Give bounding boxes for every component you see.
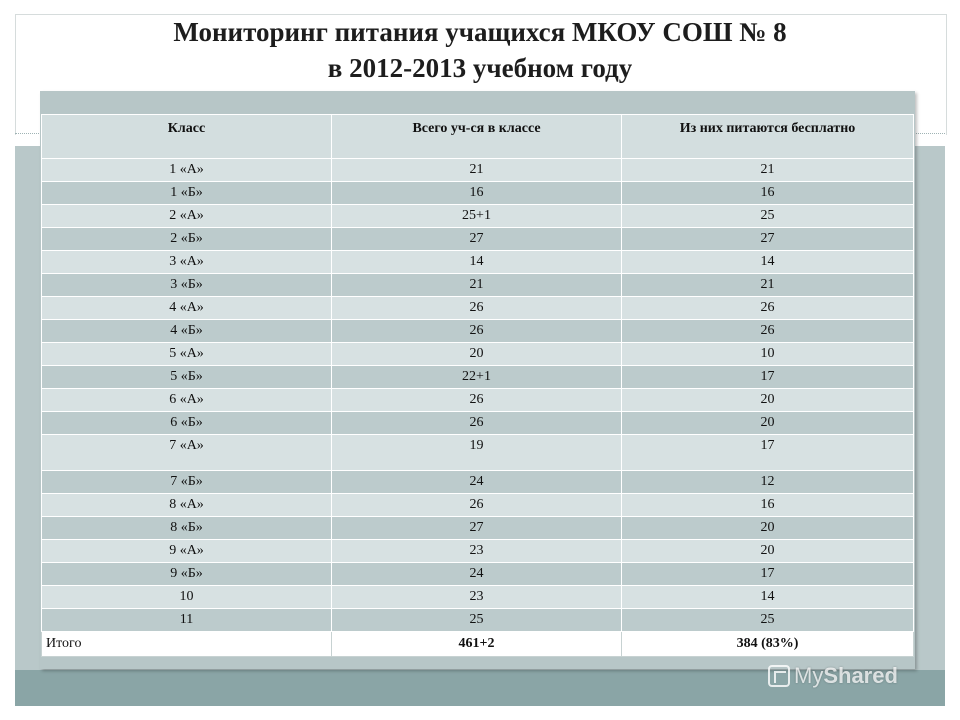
cell-class: 6 «Б» xyxy=(42,412,332,435)
cell-free-meals: 20 xyxy=(622,540,914,563)
cell-total-students: 25 xyxy=(332,609,622,632)
cell-class: 11 xyxy=(42,609,332,632)
table-row xyxy=(42,366,914,389)
myshared-watermark xyxy=(768,662,898,690)
cell-total-students: 23 xyxy=(332,586,622,609)
cell-class: 9 «А» xyxy=(42,540,332,563)
cell-total-students: 24 xyxy=(332,563,622,586)
table-row xyxy=(42,182,914,205)
cell-total-students: 26 xyxy=(332,412,622,435)
header-total-students: Всего уч-ся в классе xyxy=(332,115,622,159)
table-top-band xyxy=(40,91,915,114)
cell-total-students: 24 xyxy=(332,471,622,494)
cell-total-students: 22+1 xyxy=(332,366,622,389)
cell-free-meals: 16 xyxy=(622,182,914,205)
cell-class: 3 «А» xyxy=(42,251,332,274)
cell-class: 5 «А» xyxy=(42,343,332,366)
header-free-meals: Из них питаются бесплатно xyxy=(622,115,914,159)
cell-free-meals: 21 xyxy=(622,274,914,297)
cell-class: 1 «А» xyxy=(42,159,332,182)
cell-class: 9 «Б» xyxy=(42,563,332,586)
cell-class: 2 «А» xyxy=(42,205,332,228)
table-row xyxy=(42,609,914,632)
cell-class: 1 «Б» xyxy=(42,182,332,205)
table-row xyxy=(42,205,914,228)
cell-total-students: 20 xyxy=(332,343,622,366)
cell-total-students: 27 xyxy=(332,228,622,251)
table-row xyxy=(42,540,914,563)
cell-total-students: 26 xyxy=(332,494,622,517)
cell-free-meals: 12 xyxy=(622,471,914,494)
table-row xyxy=(42,343,914,366)
cell-free-meals: 17 xyxy=(622,563,914,586)
cell-class: 8 «А» xyxy=(42,494,332,517)
cell-class: 3 «Б» xyxy=(42,274,332,297)
table-body xyxy=(42,159,914,657)
cell-free-meals: 16 xyxy=(622,494,914,517)
page-title xyxy=(0,14,960,86)
cell-class: 7 «Б» xyxy=(42,471,332,494)
title-line-1: Мониторинг питания учащихся МКОУ СОШ № 8 xyxy=(173,17,787,47)
table-row xyxy=(42,586,914,609)
table-row xyxy=(42,412,914,435)
cell-free-meals: 10 xyxy=(622,343,914,366)
table-row xyxy=(42,320,914,343)
cell-free-meals: 26 xyxy=(622,320,914,343)
cell-class: 8 «Б» xyxy=(42,517,332,540)
cell-free-meals: 27 xyxy=(622,228,914,251)
cell-free-meals: 17 xyxy=(622,366,914,389)
cell-free-meals: 20 xyxy=(622,389,914,412)
cell-class: 4 «Б» xyxy=(42,320,332,343)
cell-total-students: 16 xyxy=(332,182,622,205)
table-row xyxy=(42,435,914,471)
cell-class: 6 «А» xyxy=(42,389,332,412)
table-row xyxy=(42,471,914,494)
cell-total-students: 21 xyxy=(332,274,622,297)
myshared-logo-icon xyxy=(768,665,790,687)
table-row xyxy=(42,251,914,274)
title-line-2: в 2012-2013 учебном году xyxy=(327,53,633,83)
cell-class: 5 «Б» xyxy=(42,366,332,389)
table-row xyxy=(42,159,914,182)
cell-free-meals: 17 xyxy=(622,435,914,471)
cell-class: 4 «А» xyxy=(42,297,332,320)
cell-free-meals: 14 xyxy=(622,251,914,274)
cell-total-students: 26 xyxy=(332,389,622,412)
table-row xyxy=(42,389,914,412)
table-row xyxy=(42,297,914,320)
cell-total-students: 19 xyxy=(332,435,622,471)
cell-class: 10 xyxy=(42,586,332,609)
cell-total-students: 26 xyxy=(332,297,622,320)
cell-total-students: 14 xyxy=(332,251,622,274)
table-row xyxy=(42,494,914,517)
table-header-row xyxy=(42,115,914,159)
total-students: 461+2 xyxy=(332,632,622,657)
cell-free-meals: 20 xyxy=(622,517,914,540)
cell-class: 7 «А» xyxy=(42,435,332,471)
table-row xyxy=(42,274,914,297)
watermark-text: MyShared xyxy=(794,663,898,688)
table-row xyxy=(42,563,914,586)
cell-free-meals: 25 xyxy=(622,205,914,228)
nutrition-table-container xyxy=(40,91,915,669)
cell-free-meals: 20 xyxy=(622,412,914,435)
total-label: Итого xyxy=(42,632,332,657)
total-free-meals: 384 (83%) xyxy=(622,632,914,657)
cell-total-students: 25+1 xyxy=(332,205,622,228)
nutrition-table xyxy=(41,114,914,657)
table-row xyxy=(42,517,914,540)
cell-total-students: 26 xyxy=(332,320,622,343)
table-total-row xyxy=(42,632,914,657)
table-row xyxy=(42,228,914,251)
cell-total-students: 23 xyxy=(332,540,622,563)
cell-free-meals: 25 xyxy=(622,609,914,632)
cell-total-students: 21 xyxy=(332,159,622,182)
cell-class: 2 «Б» xyxy=(42,228,332,251)
cell-free-meals: 26 xyxy=(622,297,914,320)
cell-free-meals: 14 xyxy=(622,586,914,609)
cell-total-students: 27 xyxy=(332,517,622,540)
cell-free-meals: 21 xyxy=(622,159,914,182)
header-class: Класс xyxy=(42,115,332,159)
